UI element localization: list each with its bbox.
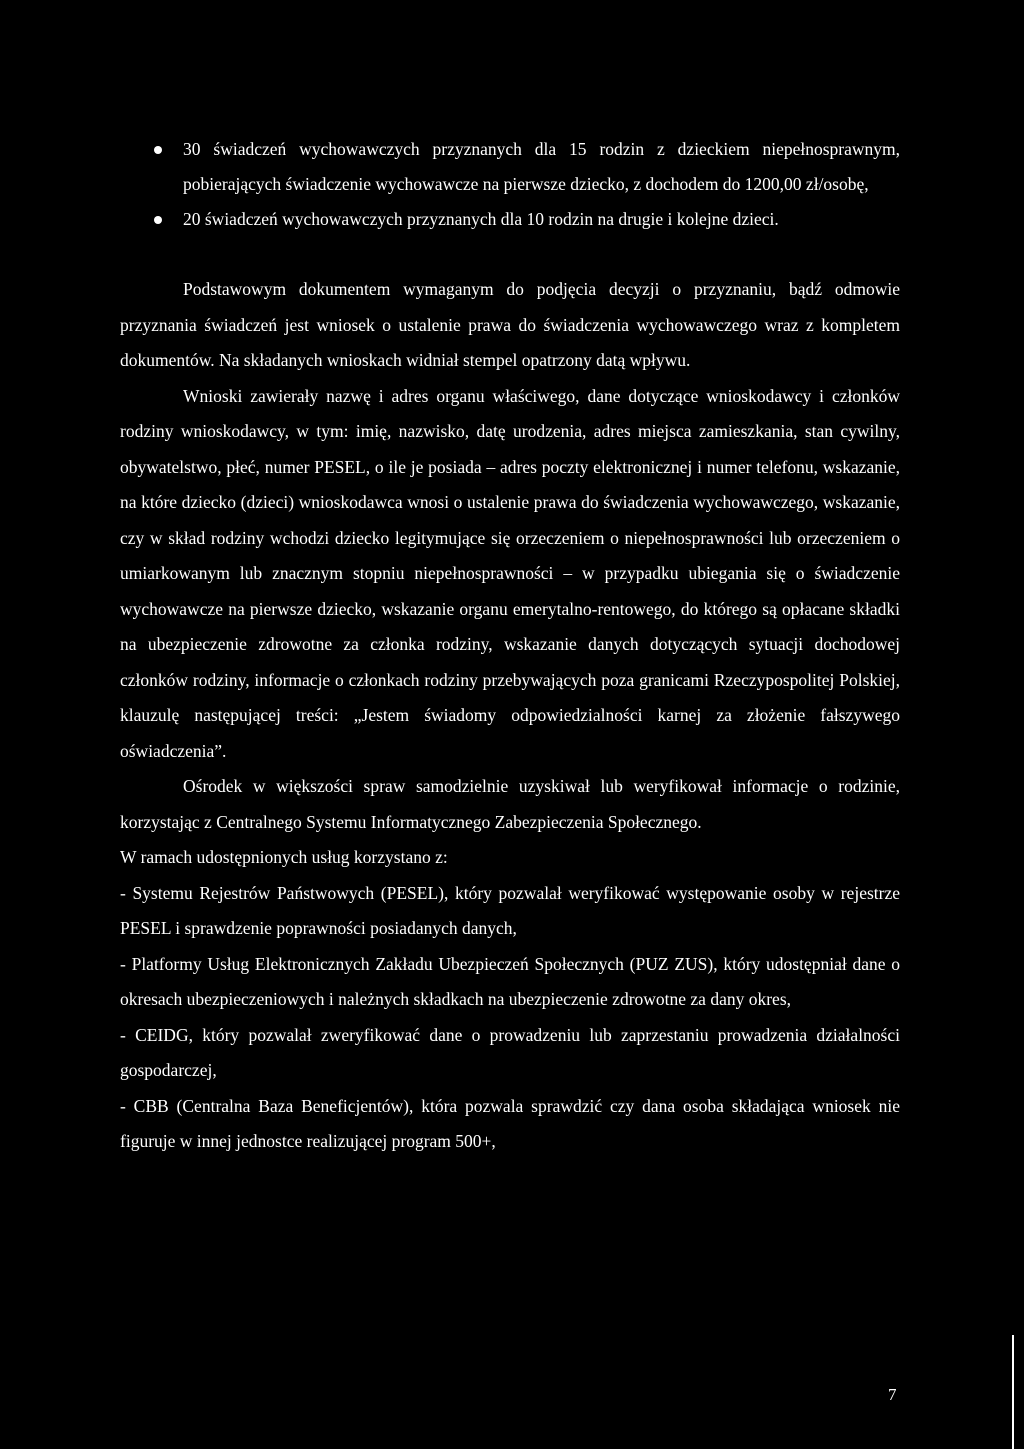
service-item-pesel: - Systemu Rejestrów Państwowych (PESEL), który pozwalał weryfikować występowanie osoby w rejestrze PESEL i sprawdzenie poprawności posiadanych danych, xyxy=(120,882,900,938)
bullet-text: 20 świadczeń wychowawczych przyznanych dla 10 rodzin na drugie i kolejne dzieci. xyxy=(183,209,779,229)
document-page xyxy=(120,132,900,1160)
paragraph-application-contents: Wnioski zawierały nazwę i adres organu właściwego, dane dotyczące wnioskodawcy i członków rodziny wnioskodawcy, w tym: imię, nazwisko, datę urodzenia, adres miejsca zamieszkania, stan cywilny, obywatelstwo, płeć, numer PESEL, o ile je posiada – adres poczty elektronicznej i numer telefonu, wskazanie, na które dziecko (dzieci) wnioskodawca wnosi o ustalenie prawa do świadczenia wychowawczego, wskazanie, czy w skład rodziny wchodzi dziecko legitymujące się orzeczeniem o niepełnosprawności lub orzeczeniem o umiarkowanym lub znacznym stopniu niepełnosprawności – w przypadku ubiegania się o świadczenie wychowawcze na pierwsze dziecko, wskazanie organu emerytalno-rentowego, do którego są opłacane składki na ubezpieczenie zdrowotne za członka rodziny, wskazanie danych dotyczących sytuacji dochodowej członków rodziny, informacje o członkach rodziny przebywających poza granicami Rzeczypospolitej Polskiej, klauzulę następującej treści: „Jestem świadomy odpowiedzialności karnej za złożenie fałszywego oświadczenia”. xyxy=(120,385,900,761)
service-item-puz-zus: - Platformy Usług Elektronicznych Zakładu Ubezpieczeń Społecznych (PUZ ZUS), który udostępniał dane o okresach ubezpieczeniowych i należnych składkach na ubezpieczenie zdrowotne za dany okres, xyxy=(120,953,900,1009)
page-number: 7 xyxy=(888,1385,897,1404)
bullet-list xyxy=(120,132,900,237)
paragraph-verification: Ośrodek w większości spraw samodzielnie uzyskiwał lub weryfikował informacje o rodzinie, korzystając z Centralnego Systemu Informatycznego Zabezpieczenia Społecznego. xyxy=(120,776,900,832)
bullet-item xyxy=(120,132,900,202)
paragraph-basic-document: Podstawowym dokumentem wymaganym do podjęcia decyzji o przyznaniu, bądź odmowie przyznania świadczeń jest wniosek o ustalenie prawa do świadczenia wychowawczego wraz z kompletem dokumentów. Na składanych wnioskach widniał stempel opatrzony datą wpływu. xyxy=(120,279,900,370)
bullet-text: 30 świadczeń wychowawczych przyznanych dla 15 rodzin z dzieckiem niepełnosprawnym, pobierających świadczenie wychowawcze na pierwsze dziecko, z dochodem do 1200,00 zł/osobę, xyxy=(183,139,900,194)
service-item-cbb: - CBB (Centralna Baza Beneficjentów), która pozwala sprawdzić czy dana osoba składająca wniosek nie figuruje w innej jednostce realizującej program 500+, xyxy=(120,1095,900,1151)
bullet-dot-icon xyxy=(154,216,162,224)
page-edge-line xyxy=(1012,1335,1014,1449)
service-item-ceidg: - CEIDG, który pozwalał zweryfikować dane o prowadzeniu lub zaprzestaniu prowadzenia działalności gospodarczej, xyxy=(120,1024,900,1080)
bullet-item xyxy=(120,202,900,237)
bullet-dot-icon xyxy=(154,146,162,154)
services-intro: W ramach udostępnionych usług korzystano z: xyxy=(120,847,448,867)
